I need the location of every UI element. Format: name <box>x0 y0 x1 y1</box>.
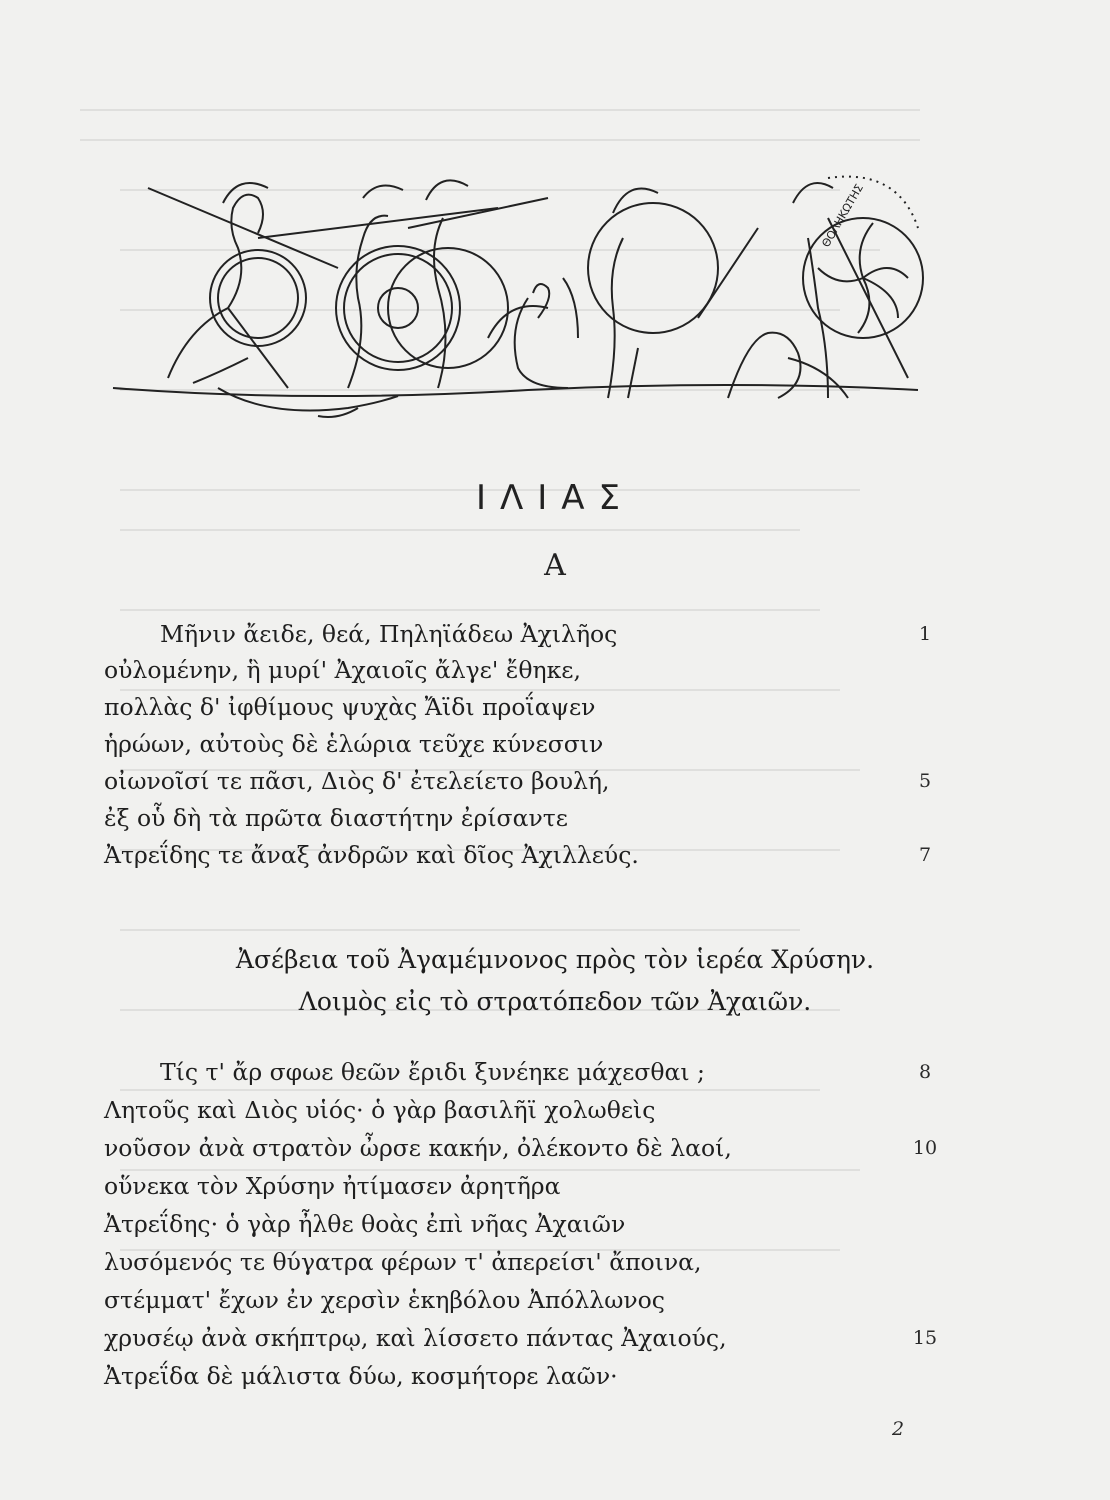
greek-warriors-vase-frieze-icon <box>108 158 928 426</box>
line-number: 15 <box>912 1327 938 1349</box>
verse-line: Ἀτρεΐδα δὲ μάλιστα δύω, κοσμήτορε λαῶν· <box>104 1362 618 1390</box>
line-number: 5 <box>918 770 932 792</box>
verse-line: ἐξ οὗ δὴ τὰ πρῶτα διαστήτην ἐρίσαντε <box>104 804 568 832</box>
verse-line: πολλὰς δ' ἰφθίμους ψυχὰς Ἄϊδι προΐαψεν <box>104 693 596 721</box>
book-letter: Α <box>544 548 566 583</box>
line-number: 8 <box>918 1061 932 1083</box>
verse-line: στέμματ' ἔχων ἐν χερσὶν ἑκηβόλου Ἀπόλλωνος <box>104 1286 665 1314</box>
verse-line: Ἀτρεΐδης τε ἄναξ ἀνδρῶν καὶ δῖος Ἀχιλλεύς. <box>104 841 639 869</box>
verse-line: οὕνεκα τὸν Χρύσην ἠτίμασεν ἀρητῆρα <box>104 1172 561 1200</box>
line-number: 1 <box>918 623 932 645</box>
verse-line: λυσόμενός τε θύγατρα φέρων τ' ἀπερείσι' ἄποινα, <box>104 1248 702 1276</box>
section-heading-line-1: Ἀσέβεια τοῦ Ἀγαμέμνονος πρὸς τὸν ἱερέα Χρύσην. <box>235 945 875 974</box>
verse-line: οὐλομένην, ἣ μυρί' Ἀχαιοῖς ἄλγε' ἔθηκε, <box>104 656 581 684</box>
verse-line: Ἀτρεΐδης· ὁ γὰρ ἦλθε θοὰς ἐπὶ νῆας Ἀχαιῶν <box>104 1210 626 1238</box>
verse-line: νοῦσον ἀνὰ στρατὸν ὦρσε κακήν, ὀλέκοντο δὲ λαοί, <box>104 1134 732 1162</box>
line-number: 10 <box>912 1137 938 1159</box>
verse-line: χρυσέῳ ἀνὰ σκήπτρῳ, καὶ λίσσετο πάντας Ἀχαιούς, <box>104 1324 727 1352</box>
svg-text:ΘΟΛΗΚΩΤΗΣ: ΘΟΛΗΚΩΤΗΣ <box>819 181 866 250</box>
page-number: 2 <box>891 1418 905 1440</box>
verse-line: οἰωνοῖσί τε πᾶσι, Διὸς δ' ἐτελείετο βουλή, <box>104 767 610 795</box>
poem-title: ΙΛΙΑΣ <box>475 478 635 518</box>
verse-line: Μῆνιν ἄειδε, θεά, Πηληϊάδεω Ἀχιλῆος <box>160 620 618 648</box>
section-heading-line-2: Λοιμὸς εἰς τὸ στρατόπεδον τῶν Ἀχαιῶν. <box>298 987 812 1016</box>
verse-line: Τίς τ' ἄρ σφωε θεῶν ἔριδι ξυνέηκε μάχεσθαι ; <box>160 1058 705 1086</box>
verse-line: Λητοῦς καὶ Διὸς υἱός· ὁ γὰρ βασιλῆϊ χολωθεὶς <box>104 1096 656 1124</box>
line-number: 7 <box>918 844 932 866</box>
verse-line: ἡρώων, αὐτοὺς δὲ ἑλώρια τεῦχε κύνεσσιν <box>104 730 604 758</box>
